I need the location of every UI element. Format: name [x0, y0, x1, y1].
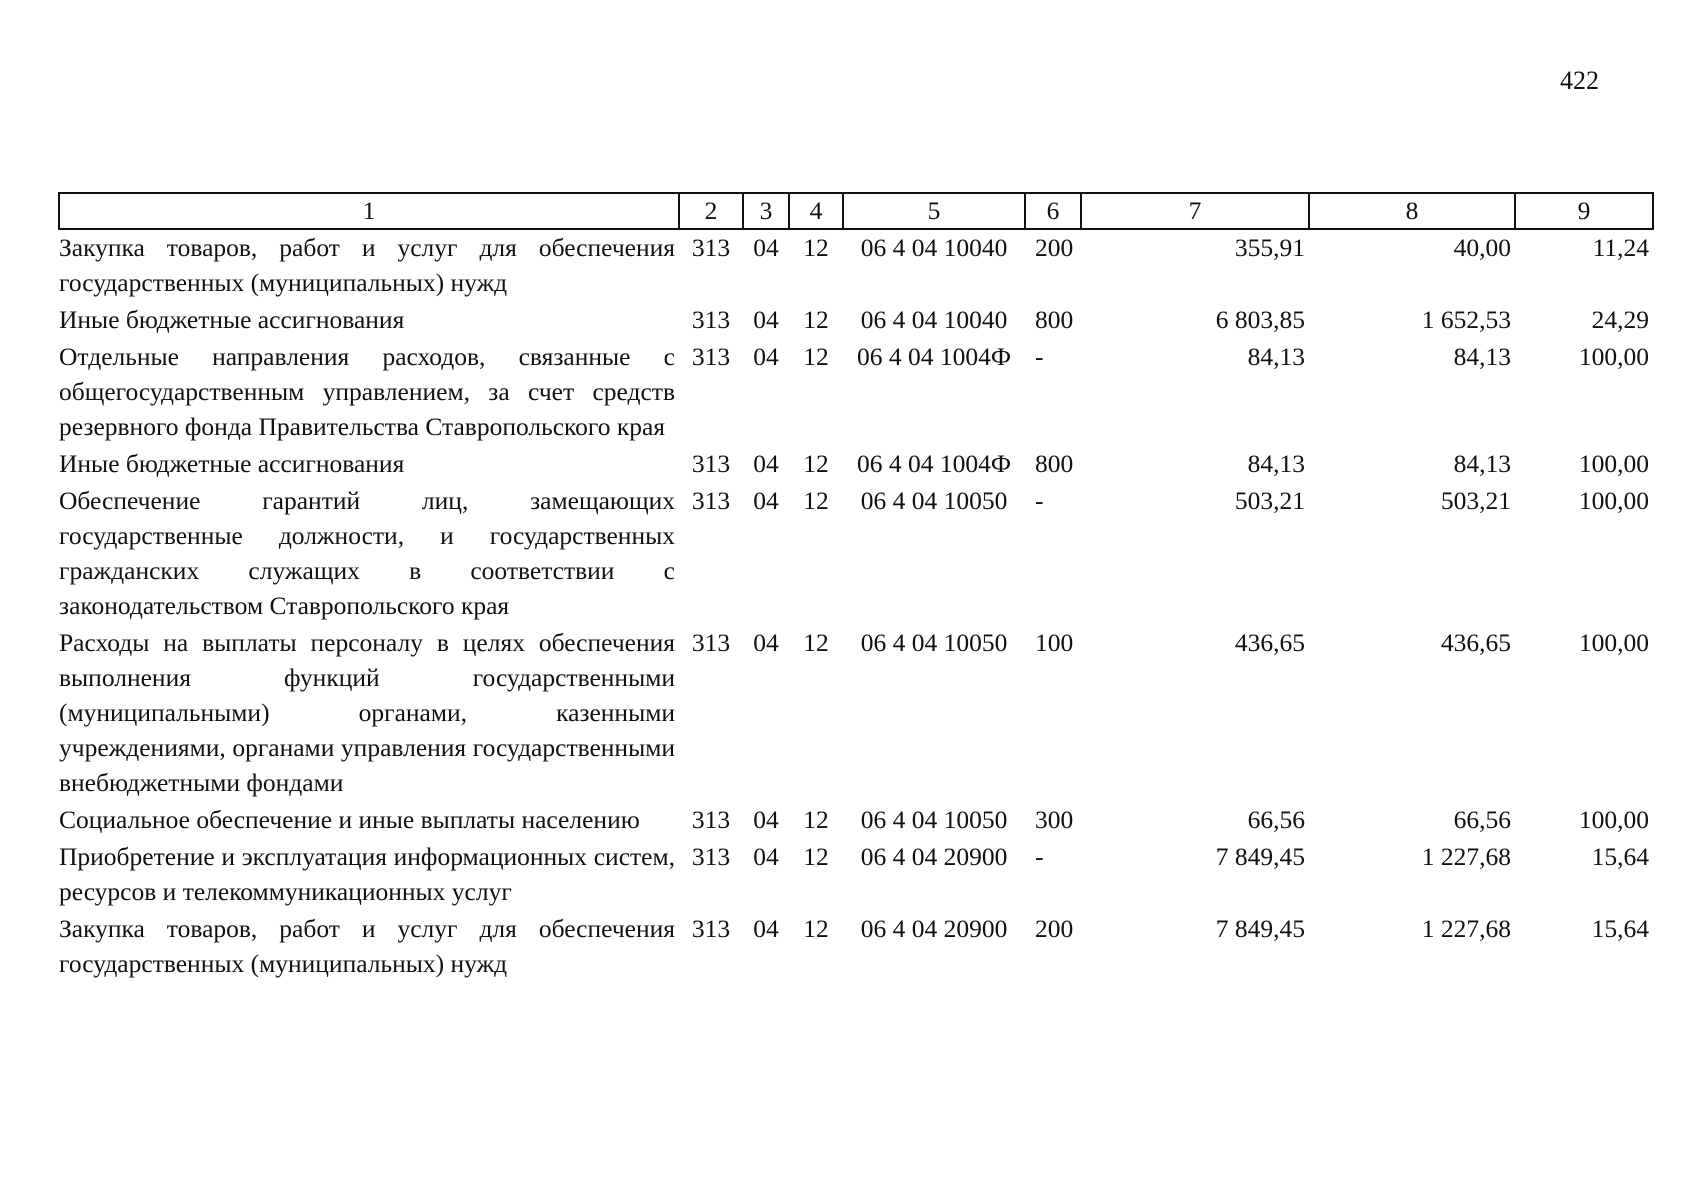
row-ministry: 313: [691, 233, 731, 262]
table-row: [59, 483, 1653, 625]
row-ministry: 313: [691, 305, 731, 334]
header-cell: 1: [59, 193, 679, 229]
table-row: [59, 802, 1653, 839]
row-section: 04: [753, 842, 779, 871]
row-subsection: 12: [803, 233, 829, 262]
row-section: 04: [753, 486, 779, 515]
row-percent: 100,00: [1578, 805, 1649, 834]
row-type: -: [1035, 486, 1044, 515]
row-percent: 15,64: [1591, 914, 1649, 943]
table-row: [59, 911, 1653, 983]
row-target: 06 4 04 10050: [860, 486, 1008, 515]
row-percent: 100,00: [1578, 342, 1649, 371]
row-name: Социальное обеспечение и иные выплаты населению: [59, 805, 640, 834]
row-type: 200: [1035, 914, 1074, 943]
table-header-row: [59, 193, 1653, 229]
row-name: Отдельные направления расходов, связанные с общегосударственным управлением, за счет средств резервного фонда Правительства Ставропольского края: [59, 342, 675, 441]
row-ministry: 313: [691, 486, 731, 515]
row-section: 04: [753, 914, 779, 943]
row-subsection: 12: [803, 342, 829, 371]
row-ministry: 313: [691, 914, 731, 943]
row-plan: 503,21: [1234, 486, 1305, 515]
row-fact: 1 227,68: [1421, 914, 1511, 943]
row-name: Закупка товаров, работ и услуг для обеспечения государственных (муниципальных) нужд: [59, 233, 675, 297]
row-percent: 11,24: [1592, 233, 1649, 262]
header-cell: 8: [1309, 193, 1515, 229]
row-section: 04: [753, 449, 779, 478]
row-subsection: 12: [803, 628, 829, 657]
row-ministry: 313: [691, 342, 731, 371]
row-plan: 7 849,45: [1215, 914, 1305, 943]
row-fact: 436,65: [1440, 628, 1511, 657]
row-type: 100: [1035, 628, 1074, 657]
row-target: 06 4 04 10050: [860, 628, 1008, 657]
row-subsection: 12: [803, 914, 829, 943]
row-subsection: 12: [803, 842, 829, 871]
row-percent: 24,29: [1591, 305, 1649, 334]
row-type: 800: [1035, 449, 1074, 478]
header-cell: 4: [789, 193, 843, 229]
row-plan: 6 803,85: [1215, 305, 1305, 334]
row-fact: 503,21: [1440, 486, 1511, 515]
row-ministry: 313: [691, 628, 731, 657]
header-cell: 3: [743, 193, 789, 229]
row-type: 200: [1035, 233, 1074, 262]
row-fact: 1 227,68: [1421, 842, 1511, 871]
row-plan: 66,56: [1247, 805, 1305, 834]
row-section: 04: [753, 805, 779, 834]
table-row: [59, 625, 1653, 802]
row-subsection: 12: [803, 805, 829, 834]
header-cell: 6: [1025, 193, 1081, 229]
row-name: Иные бюджетные ассигнования: [59, 449, 405, 478]
row-section: 04: [753, 305, 779, 334]
row-percent: 15,64: [1591, 842, 1649, 871]
row-subsection: 12: [803, 449, 829, 478]
row-name: Закупка товаров, работ и услуг для обеспечения государственных (муниципальных) нужд: [59, 914, 675, 978]
row-name: Обеспечение гарантий лиц, замещающих государственные должности, и государственных гражданских служащих в соответствии с законодательством Ставропольского края: [59, 486, 675, 620]
header-cell: 9: [1515, 193, 1653, 229]
table-row: [59, 839, 1653, 911]
row-target: 06 4 04 10050: [860, 805, 1008, 834]
row-name: Приобретение и эксплуатация информационных систем, ресурсов и телекоммуникационных услуг: [59, 842, 675, 906]
row-plan: 355,91: [1234, 233, 1305, 262]
row-subsection: 12: [803, 486, 829, 515]
row-type: -: [1035, 342, 1044, 371]
row-target: 06 4 04 1004Ф: [856, 342, 1012, 371]
row-type: 300: [1035, 805, 1074, 834]
row-fact: 66,56: [1453, 805, 1511, 834]
row-plan: 84,13: [1247, 449, 1305, 478]
row-fact: 40,00: [1453, 233, 1511, 262]
row-target: 06 4 04 10040: [860, 305, 1008, 334]
row-type: 800: [1035, 305, 1074, 334]
table-row: [59, 229, 1653, 302]
row-target: 06 4 04 1004Ф: [856, 449, 1012, 478]
row-section: 04: [753, 233, 779, 262]
budget-table: [58, 192, 1654, 983]
row-section: 04: [753, 342, 779, 371]
page-number: 422: [1560, 66, 1599, 95]
row-ministry: 313: [691, 842, 731, 871]
row-section: 04: [753, 628, 779, 657]
row-plan: 7 849,45: [1215, 842, 1305, 871]
row-percent: 100,00: [1578, 486, 1649, 515]
row-subsection: 12: [803, 305, 829, 334]
row-target: 06 4 04 20900: [860, 842, 1008, 871]
row-target: 06 4 04 10040: [860, 233, 1008, 262]
row-fact: 1 652,53: [1421, 305, 1511, 334]
row-target: 06 4 04 20900: [860, 914, 1008, 943]
header-cell: 5: [843, 193, 1025, 229]
row-percent: 100,00: [1578, 628, 1649, 657]
row-name: Иные бюджетные ассигнования: [59, 305, 405, 334]
table-row: [59, 339, 1653, 446]
row-plan: 84,13: [1247, 342, 1305, 371]
header-cell: 2: [679, 193, 743, 229]
row-fact: 84,13: [1453, 449, 1511, 478]
table-row: [59, 446, 1653, 483]
row-plan: 436,65: [1234, 628, 1305, 657]
header-cell: 7: [1081, 193, 1309, 229]
row-name: Расходы на выплаты персоналу в целях обеспечения выполнения функций государственными (муниципальными) органами, казенными учреждениями, органами управления государственными внебюджетными фондами: [59, 628, 675, 797]
row-ministry: 313: [691, 805, 731, 834]
table-row: [59, 302, 1653, 339]
row-percent: 100,00: [1578, 449, 1649, 478]
row-type: -: [1035, 842, 1044, 871]
row-ministry: 313: [691, 449, 731, 478]
row-fact: 84,13: [1453, 342, 1511, 371]
